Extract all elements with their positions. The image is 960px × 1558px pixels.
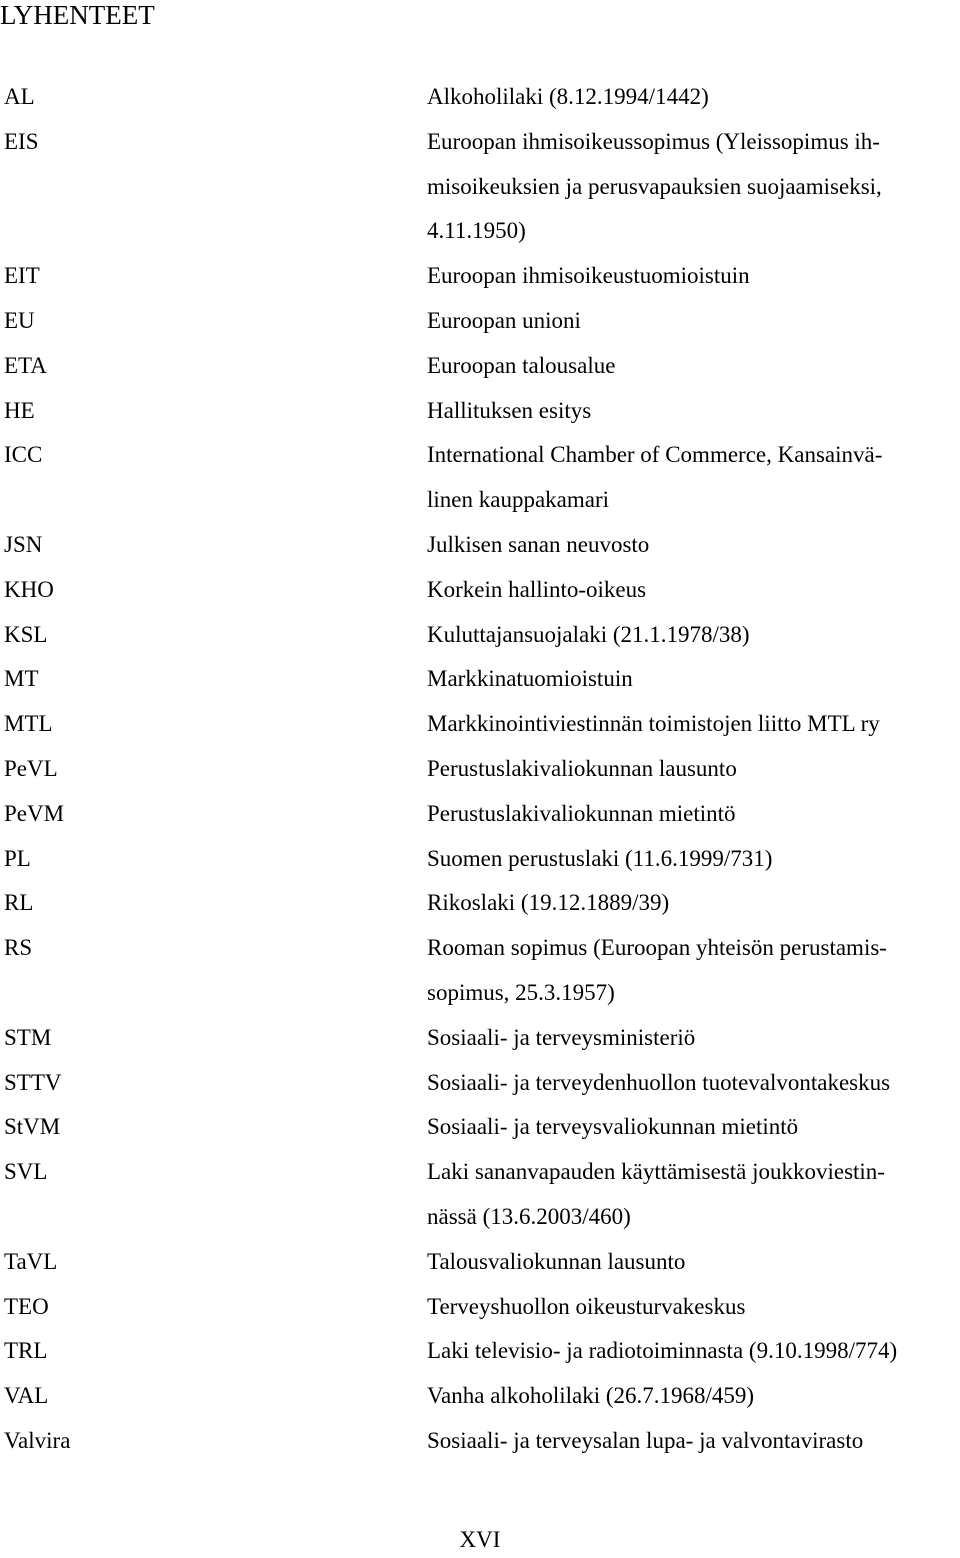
definition-line: Perustuslakivaliokunnan mietintö: [427, 800, 736, 826]
definition-line: 4.11.1950): [427, 218, 526, 244]
abbreviation-definition: [427, 747, 960, 792]
abbreviation-definition: [427, 433, 960, 523]
abbreviation-definition: [427, 881, 960, 926]
abbreviation-term: EIS: [4, 128, 39, 154]
abbreviation-entry: [0, 1016, 960, 1061]
abbreviation-term: PeVL: [4, 755, 58, 781]
abbreviation-term: MTL: [4, 711, 53, 737]
abbreviation-term: ICC: [4, 442, 43, 468]
definition-line: Hallituksen esitys: [427, 397, 592, 423]
definition-line: Rikoslaki (19.12.1889/39): [427, 890, 670, 916]
abbreviation-term: AL: [4, 84, 35, 109]
abbreviation-entry: [0, 344, 960, 389]
abbreviation-term: STM: [4, 1024, 52, 1050]
abbreviation-entry: [0, 613, 960, 658]
definition-line: Laki sananvapauden käyttämisestä joukkoviestin-: [427, 1159, 885, 1185]
abbreviation-entry: [0, 1240, 960, 1285]
abbreviation-term: SVL: [4, 1159, 48, 1185]
abbreviation-definition: [427, 344, 960, 389]
abbreviation-definition: [427, 1105, 960, 1150]
abbreviation-definition: [427, 1150, 960, 1240]
abbreviation-entry: [0, 1150, 960, 1240]
abbreviation-term: KHO: [4, 576, 54, 602]
abbreviation-term: JSN: [4, 531, 43, 557]
abbreviation-term: HE: [4, 397, 35, 423]
abbreviation-entry: [0, 657, 960, 702]
abbreviation-list: [0, 75, 960, 1464]
abbreviation-term: EIT: [4, 263, 40, 289]
abbreviation-entry: [0, 254, 960, 299]
abbreviation-definition: [427, 568, 960, 613]
definition-line: Sosiaali- ja terveysalan lupa- ja valvontavirasto: [427, 1427, 864, 1453]
definition-line: Rooman sopimus (Euroopan yhteisön perustamis-: [427, 935, 887, 961]
abbreviation-term: StVM: [4, 1114, 61, 1140]
abbreviation-definition: [427, 1419, 960, 1464]
definition-line: Suomen perustuslaki (11.6.1999/731): [427, 845, 773, 871]
abbreviation-definition: [427, 254, 960, 299]
abbreviation-definition: [427, 792, 960, 837]
abbreviation-term: TRL: [4, 1338, 48, 1364]
abbreviation-entry: [0, 1329, 960, 1374]
definition-line: Euroopan ihmisoikeustuomioistuin: [427, 263, 750, 289]
definition-line: Alkoholilaki (8.12.1994/1442): [427, 84, 709, 109]
abbreviation-definition: [427, 299, 960, 344]
abbreviation-definition: [427, 1061, 960, 1106]
abbreviation-entry: [0, 299, 960, 344]
abbreviation-definition: [427, 523, 960, 568]
abbreviation-entry: [0, 926, 960, 1016]
abbreviation-term: PeVM: [4, 800, 65, 826]
abbreviation-entry: [0, 702, 960, 747]
abbreviation-definition: [427, 702, 960, 747]
definition-line: Laki televisio- ja radiotoiminnasta (9.10.1998/774): [427, 1338, 898, 1364]
abbreviation-entry: [0, 568, 960, 613]
abbreviation-term: VAL: [4, 1383, 49, 1409]
abbreviation-entry: [0, 747, 960, 792]
definition-line: nässä (13.6.2003/460): [427, 1203, 631, 1229]
definition-line: Terveyshuollon oikeusturvakeskus: [427, 1293, 746, 1319]
abbreviation-term: PL: [4, 845, 31, 871]
abbreviation-entry: [0, 433, 960, 523]
abbreviation-definition: [427, 1240, 960, 1285]
abbreviation-term: RS: [4, 935, 33, 961]
abbreviation-entry: [0, 837, 960, 882]
definition-line: Markkinatuomioistuin: [427, 666, 633, 692]
abbreviation-term: ETA: [4, 352, 47, 378]
definition-line: Sosiaali- ja terveysvaliokunnan mietintö: [427, 1114, 799, 1140]
abbreviation-definition: [427, 389, 960, 434]
abbreviation-term: EU: [4, 307, 35, 333]
abbreviation-entry: [0, 1419, 960, 1464]
abbreviation-entry: [0, 1285, 960, 1330]
definition-line: Talousvaliokunnan lausunto: [427, 1248, 686, 1274]
abbreviation-entry: [0, 389, 960, 434]
abbreviation-entry: [0, 523, 960, 568]
abbreviation-entry: [0, 1061, 960, 1106]
abbreviation-term: Valvira: [4, 1427, 71, 1453]
definition-line: Kuluttajansuojalaki (21.1.1978/38): [427, 621, 750, 647]
definition-line: Perustuslakivaliokunnan lausunto: [427, 755, 737, 781]
abbreviation-definition: [427, 75, 960, 120]
abbreviation-term: TaVL: [4, 1248, 58, 1274]
definition-line: Euroopan ihmisoikeussopimus (Yleissopimus ih-: [427, 128, 880, 154]
abbreviation-definition: [427, 1374, 960, 1419]
abbreviation-term: MT: [4, 666, 39, 692]
abbreviation-term: KSL: [4, 621, 48, 647]
abbreviation-entry: [0, 1105, 960, 1150]
abbreviation-definition: [427, 1285, 960, 1330]
abbreviation-entry: [0, 120, 960, 254]
definition-line: Julkisen sanan neuvosto: [427, 531, 650, 557]
abbreviation-definition: [427, 926, 960, 1016]
page-number: XVI: [459, 1527, 501, 1552]
abbreviation-entry: [0, 881, 960, 926]
definition-line: Euroopan unioni: [427, 307, 581, 333]
definition-line: Sosiaali- ja terveysministeriö: [427, 1024, 696, 1050]
page-title: LYHENTEET: [0, 0, 155, 30]
abbreviation-term: STTV: [4, 1069, 62, 1095]
definition-line: Korkein hallinto-oikeus: [427, 576, 647, 602]
definition-line: Euroopan talousalue: [427, 352, 616, 378]
definition-line: linen kauppakamari: [427, 487, 610, 513]
abbreviation-entry: [0, 792, 960, 837]
abbreviation-term: TEO: [4, 1293, 49, 1319]
definition-line: International Chamber of Commerce, Kansainvä-: [427, 442, 883, 468]
abbreviation-entry: [0, 75, 960, 120]
abbreviation-term: RL: [4, 890, 34, 916]
definition-line: misoikeuksien ja perusvapauksien suojaamiseksi,: [427, 173, 882, 199]
definition-line: Markkinointiviestinnän toimistojen liitto MTL ry: [427, 711, 880, 737]
definition-line: Sosiaali- ja terveydenhuollon tuotevalvontakeskus: [427, 1069, 891, 1095]
abbreviation-definition: [427, 1329, 960, 1374]
definition-line: sopimus, 25.3.1957): [427, 979, 615, 1005]
abbreviation-definition: [427, 837, 960, 882]
abbreviation-definition: [427, 120, 960, 254]
abbreviation-entry: [0, 1374, 960, 1419]
definition-line: Vanha alkoholilaki (26.7.1968/459): [427, 1383, 755, 1409]
abbreviation-definition: [427, 613, 960, 658]
abbreviation-definition: [427, 657, 960, 702]
abbreviation-definition: [427, 1016, 960, 1061]
